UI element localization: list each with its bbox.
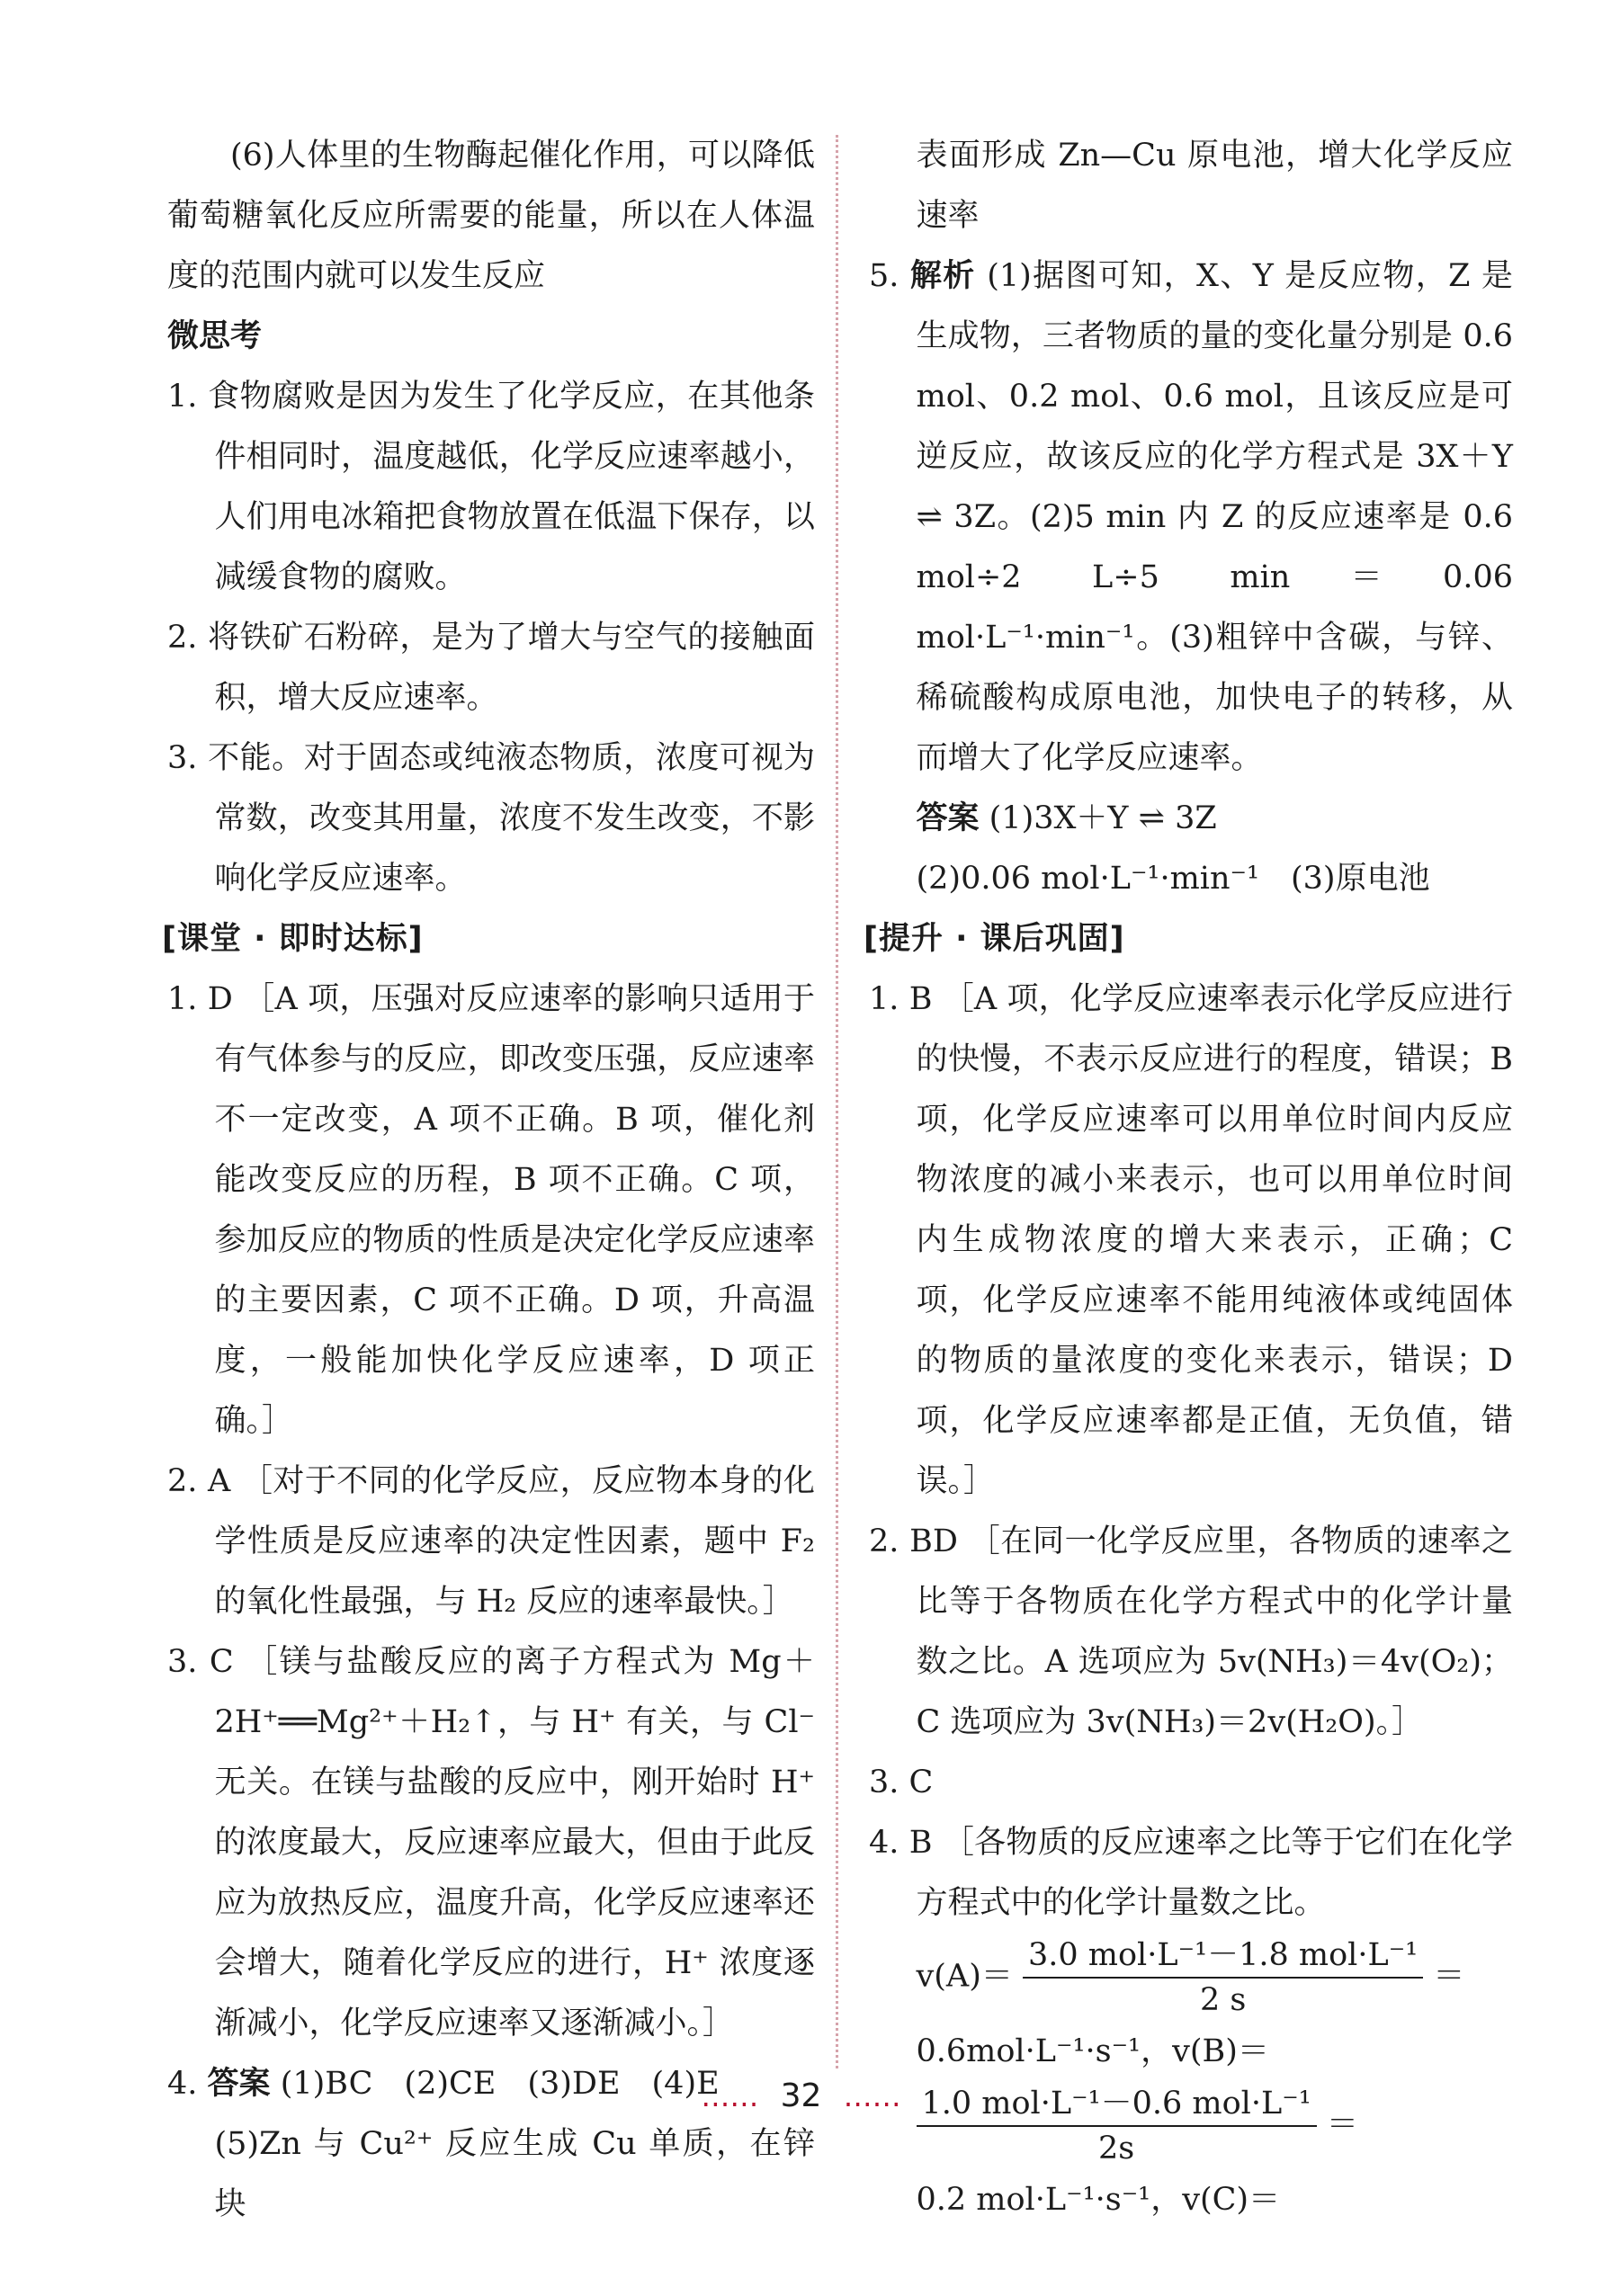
item4-answer-text: (1)BC (2)CE (3)DE (4)E [280, 2066, 720, 2102]
section-after-heading: [提升 · 课后巩固] [864, 921, 1125, 957]
after-item-3: 3. C [869, 1764, 934, 1800]
paragraph-6: (6)人体里的生物酶起催化作用，可以降低葡萄糖氧化反应所需要的能量，所以在人体温度的范围内就可以发生反应 [167, 138, 815, 294]
va-fraction [1023, 1934, 1423, 2022]
after-item-2: 2. BD ［在同一化学反应里，各物质的速率之比等于各物质在化学方程式中的化学计量数之比。A 选项应为 5v(NH₃)＝4v(O₂)；C 选项应为 3v(NH₃)＝2v(H₂O)。］ [869, 1523, 1513, 1740]
q5-answer [869, 789, 1513, 849]
q5-answer-label: 答案 [916, 800, 980, 836]
column-divider [836, 135, 838, 2068]
page-footer [0, 2077, 1602, 2114]
think-heading: 微思考 [167, 318, 263, 354]
item4-answer-label: 答案 [207, 2066, 271, 2102]
question-5-analysis [869, 246, 1513, 789]
equation-line-2: 0.6mol·L⁻¹·s⁻¹，v(B)＝ [916, 2033, 1269, 2069]
va-lhs: v(A)＝ [916, 1958, 1013, 1995]
equation-line-3: 0.2 mol·L⁻¹·s⁻¹，v(C)＝ [916, 2182, 1281, 2218]
after-item-1: 1. B ［A 项，化学反应速率表示化学反应进行的快慢，不表示反应进行的程度，错误；B 项，化学反应速率可以用单位时间内反应物浓度的减小来表示，也可以用单位时间内生成物浓度的增大来表示，正确；C 项，化学反应速率不能用纯液体或纯固体的物质的量浓度的变化来表示，错误；D 项，化学反应速率都是正值，无负值，错误。］ [869, 981, 1513, 1499]
class-item-1: 1. D ［A 项，压强对反应速率的影响只适用于有气体参与的反应，即改变压强，反应速率不一定改变，A 项不正确。B 项，催化剂能改变反应的历程，B 项不正确。C 项，参加反应的物质的性质是决定化学反应速率的主要因素，C 项不正确。D 项，升高温度，一般能加快化学反应速率，D 项正确。］ [167, 981, 815, 1439]
item4-continuation: (5)Zn 与 Cu²⁺ 反应生成 Cu 单质，在锌块 [214, 2126, 815, 2222]
q5-analysis-text: (1)据图可知，X、Y 是反应物，Z 是生成物，三者物质的量的变化量分别是 0.6 mol、0.2 mol、0.6 mol，且该反应是可逆反应，故该反应的化学方程式是 3X＋Y ⇌ 3Z。(2)5 min 内 Z 的反应速率是 0.6 mol÷2 L÷5 min＝0.06 mol·L⁻¹·min⁻¹。(3)粗锌中含碳，与锌、稀硫酸构成原电池，加快电子的转移，从而增大了化学反应速率。 [916, 258, 1513, 776]
q5-prefix: 5. [869, 258, 899, 294]
q5-answer-2: (2)0.06 mol·L⁻¹·min⁻¹ (3)原电池 [916, 861, 1430, 897]
q5-answer-1: (1)3X＋Y ⇌ 3Z [989, 800, 1217, 836]
think-item-1: 1. 食物腐败是因为发生了化学反应，在其他条件相同时，温度越低，化学反应速率越小，人们用电冰箱把食物放置在低温下保存，以减缓食物的腐败。 [167, 379, 815, 595]
vb-denominator: 2s [1098, 2131, 1135, 2166]
footer-dots-left: …… [701, 2079, 759, 2113]
class-item-3: 3. C ［镁与盐酸反应的离子方程式为 Mg＋2H⁺══Mg²⁺＋H₂↑，与 H⁺ 有关，与 Cl⁻ 无关。在镁与盐酸的反应中，刚开始时 H⁺ 的浓度最大，反应速率应最大，但由于此反应为放热反应，温度升高，化学反应速率还会增大，随着化学反应的进行，H⁺ 浓度逐渐减小，化学反应速率又逐渐减小。］ [167, 1644, 815, 2041]
va-rhs: ＝ [1433, 1958, 1465, 1995]
think-item-3: 3. 不能。对于固态或纯液态物质，浓度可视为常数，改变其用量，浓度不发生改变，不影响化学反应速率。 [167, 740, 815, 897]
section-class-heading: [课堂 · 即时达标] [162, 921, 424, 957]
va-denominator: 2 s [1199, 1982, 1247, 2018]
vb-rhs: ＝ [1326, 2106, 1358, 2143]
equation-va [869, 1934, 1513, 2022]
item4-prefix: 4. [167, 2066, 198, 2102]
right-column [864, 126, 1513, 2230]
page-number: 32 [780, 2077, 822, 2114]
footer-dots-right: …… [843, 2079, 901, 2113]
left-column [162, 126, 815, 2235]
va-numerator: 3.0 mol·L⁻¹－1.8 mol·L⁻¹ [1023, 1934, 1423, 1979]
continuation-text: 表面形成 Zn—Cu 原电池，增大化学反应速率 [916, 138, 1513, 234]
q5-analysis-label: 解析 [909, 258, 976, 294]
vb-numerator: 1.0 mol·L⁻¹－0.6 mol·L⁻¹ [917, 2082, 1317, 2127]
think-item-2: 2. 将铁矿石粉碎，是为了增大与空气的接触面积，增大反应速率。 [167, 620, 815, 716]
after-item-4: 4. B ［各物质的反应速率之比等于它们在化学方程式中的化学计量数之比。 [869, 1825, 1513, 1921]
class-item-2: 2. A ［对于不同的化学反应，反应物本身的化学性质是反应速率的决定性因素，题中 F₂ 的氧化性最强，与 H₂ 反应的速率最快。］ [167, 1463, 815, 1620]
